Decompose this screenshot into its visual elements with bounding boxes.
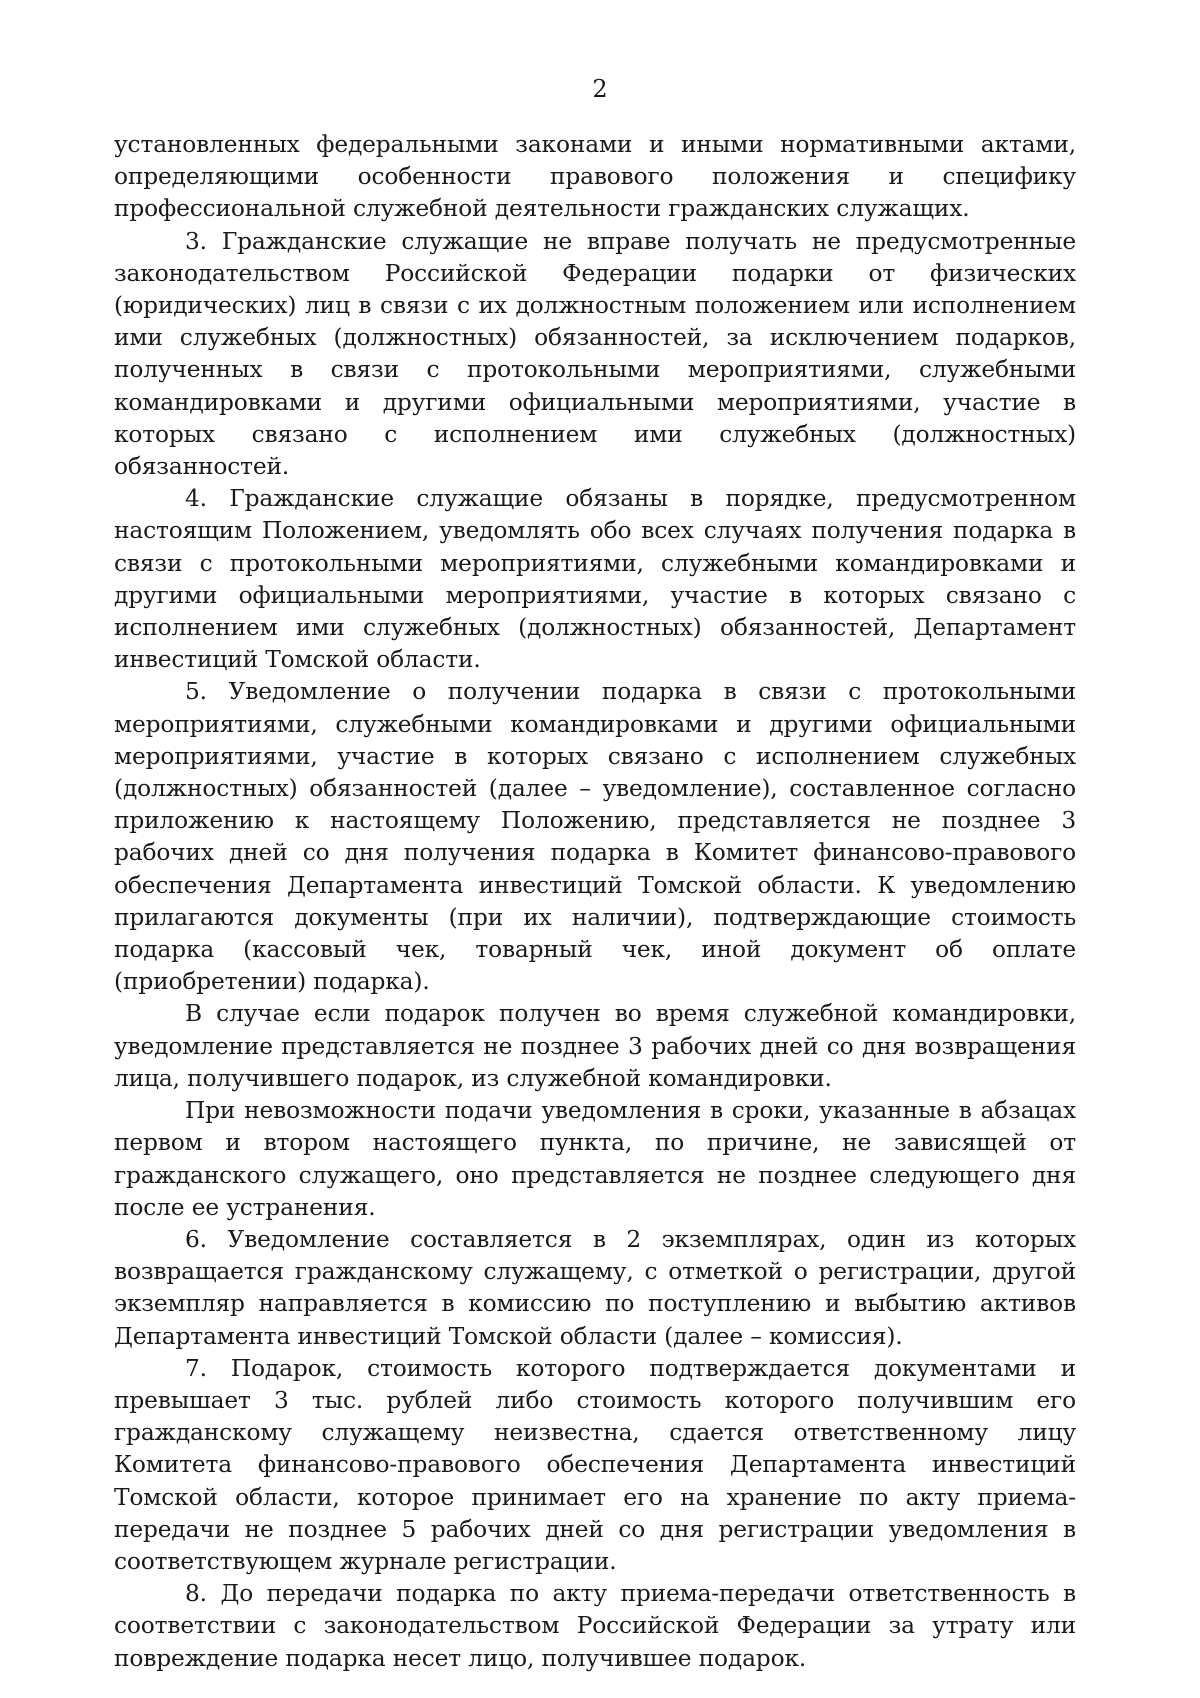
paragraph-continuation: установленных федеральными законами и иными нормативными актами, определяющими особенности правового положения и специфику профессиональной служебной деятельности гражданских служащих. — [114, 131, 1076, 223]
paragraph-item-7: 7. Подарок, стоимость которого подтверждается документами и превышает 3 тыс. рублей либо стоимость которого получившим его гражданскому служащему неизвестна, сдается ответственному лицу Комитета финансово-правового обеспечения Департамента инвестиций Томской области, которое принимает его на хранение по акту приема-передачи не позднее 5 рабочих дней со дня регистрации уведомления в соответствующем журнале регистрации. — [114, 1354, 1076, 1575]
paragraph-item-6: 6. Уведомление составляется в 2 экземплярах, один из которых возвращается гражданскому служащему, с отметкой о регистрации, другой экземпляр направляется в комиссию по поступлению и выбытию активов Департамента инвестиций Томской области (далее – комиссия). — [114, 1225, 1076, 1350]
paragraph-item-8: 8. До передачи подарка по акту приема-передачи ответственность в соответствии с законодательством Российской Федерации за утрату или повреждение подарка несет лицо, получившее подарок. — [114, 1580, 1076, 1672]
paragraph-item-3: 3. Гражданские служащие не вправе получать не предусмотренные законодательством Российской Федерации подарки от физических (юридических) лиц в связи с их должностным положением или исполнением ими служебных (должностных) обязанностей, за исключением подарков, полученных в связи с протокольными мероприятиями, служебными командировками и другими официальными мероприятиями, участие в которых связано с исполнением ими служебных (должностных) обязанностей. — [114, 227, 1076, 481]
paragraph-item-5: 5. Уведомление о получении подарка в связи с протокольными мероприятиями, служебными командировками и другими официальными мероприятиями, участие в которых связано с исполнением служебных (должностных) обязанностей (далее – уведомление), составленное согласно приложению к настоящему Положению, представляется не позднее 3 рабочих дней со дня получения подарка в Комитет финансово-правового обеспечения Департамента инвестиций Томской области. К уведомлению прилагаются документы (при их наличии), подтверждающие стоимость подарка (кассовый чек, товарный чек, иной документ об оплате (приобретении) подарка). — [114, 678, 1076, 996]
paragraph-item-4: 4. Гражданские служащие обязаны в порядке, предусмотренном настоящим Положением, уведомлять обо всех случаях получения подарка в связи с протокольными мероприятиями, служебными командировками и другими официальными мероприятиями, участие в которых связано с исполнением ими служебных (должностных) обязанностей, Департамент инвестиций Томской области. — [114, 485, 1076, 674]
page-number: 2 — [592, 75, 608, 103]
document-body — [114, 129, 1076, 1675]
paragraph-item-5-business-trip: В случае если подарок получен во время служебной командировки, уведомление представляется не позднее 3 рабочих дней со дня возвращения лица, получившего подарок, из служебной командировки. — [114, 1000, 1076, 1092]
paragraph-item-5-impossibility: При невозможности подачи уведомления в сроки, указанные в абзацах первом и втором настоящего пункта, по причине, не зависящей от гражданского служащего, оно представляется не позднее следующего дня после ее устранения. — [114, 1097, 1076, 1221]
